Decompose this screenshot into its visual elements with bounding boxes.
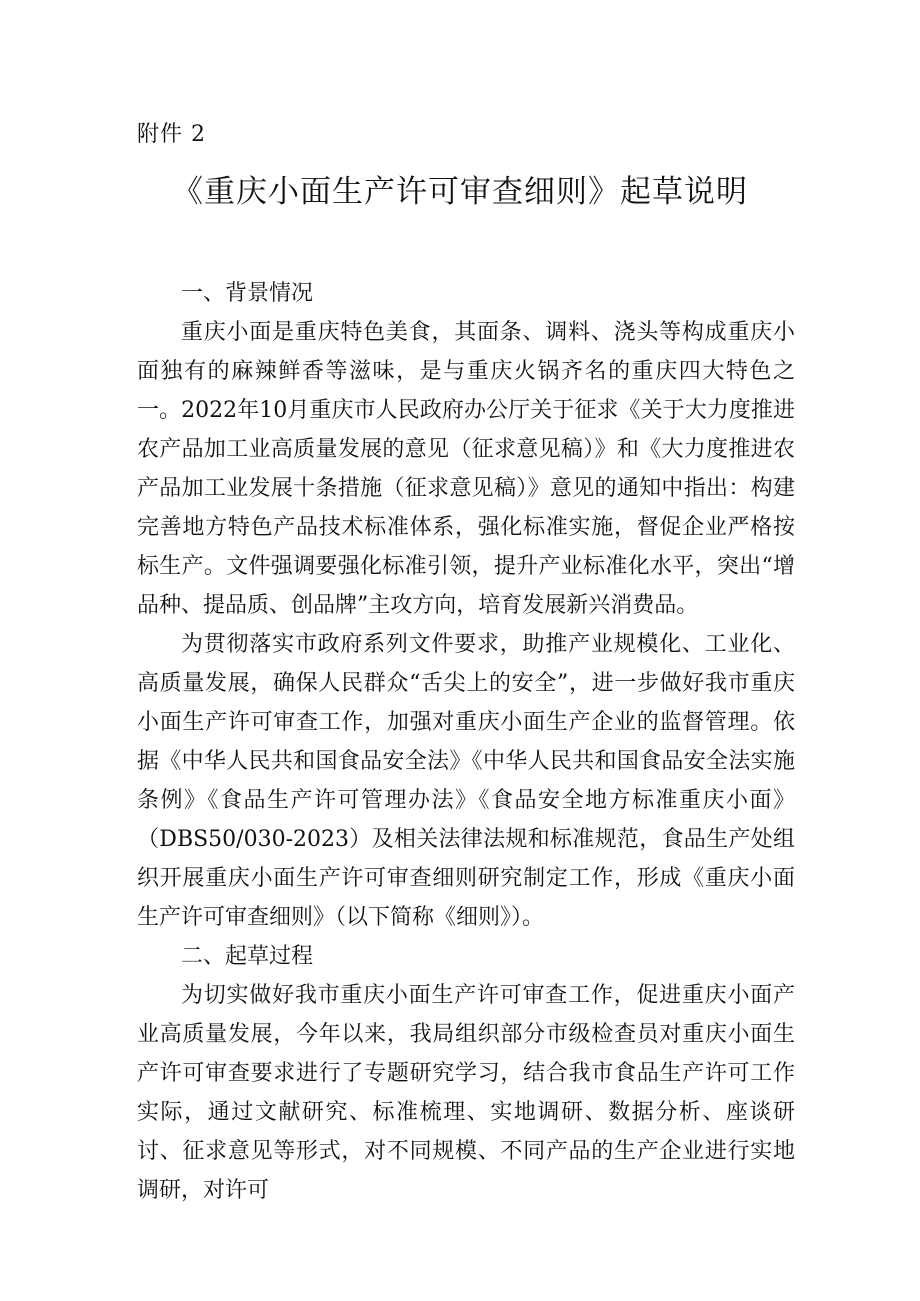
- document-title: 《重庆小面生产许可审查细则》起草说明: [172, 174, 748, 210]
- section-heading-drafting-process: 二、起草过程: [181, 944, 314, 969]
- section-heading-background: 一、背景情况: [181, 281, 314, 306]
- drafting-process-paragraph-1: 为切实做好我市重庆小面生产许可审查工作，促进重庆小面产业高质量发展，今年以来，我局组织部分市级检查员对重庆小面生产许可审查要求进行了专题研究学习，结合我市食品生产许可工作实际，通过文献研究、标准梳理、实地调研、数据分析、座谈研讨、征求意见等形式，对不同规模、不同产品的生产企业进行实地调研，对许可: [137, 983, 795, 1203]
- background-paragraph-2: 为贯彻落实市政府系列文件要求，助推产业规模化、工业化、高质量发展，确保人民群众“舌尖上的安全”，进一步做好我市重庆小面生产许可审查工作，加强对重庆小面生产企业的监督管理。依据《中华人民共和国食品安全法》《中华人民共和国食品安全法实施条例》《食品生产许可管理办法》《食品安全地方标准重庆小面》（DBS50/030-2023）及相关法律法规和标准规范，食品生产处组织开展重庆小面生产许可审查细则研究制定工作，形成《重庆小面生产许可审查细则》（以下简称《细则》）。: [137, 632, 795, 930]
- document-body: [137, 274, 795, 1210]
- attachment-label: 附件 2: [137, 122, 206, 147]
- background-paragraph-1: 重庆小面是重庆特色美食，其面条、调料、浇头等构成重庆小面独有的麻辣鲜香等滋味，是与重庆火锅齐名的重庆四大特色之一。2022年10月重庆市人民政府办公厅关于征求《关于大力度推进农产品加工业高质量发展的意见（征求意见稿）》和《大力度推进农产品加工业发展十条措施（征求意见稿）》意见的通知中指出：构建完善地方特色产品技术标准体系，强化标准实施，督促企业严格按标生产。文件强调要强化标准引领，提升产业标准化水平，突出“增品种、提品质、创品牌”主攻方向，培育发展新兴消费品。: [137, 320, 795, 618]
